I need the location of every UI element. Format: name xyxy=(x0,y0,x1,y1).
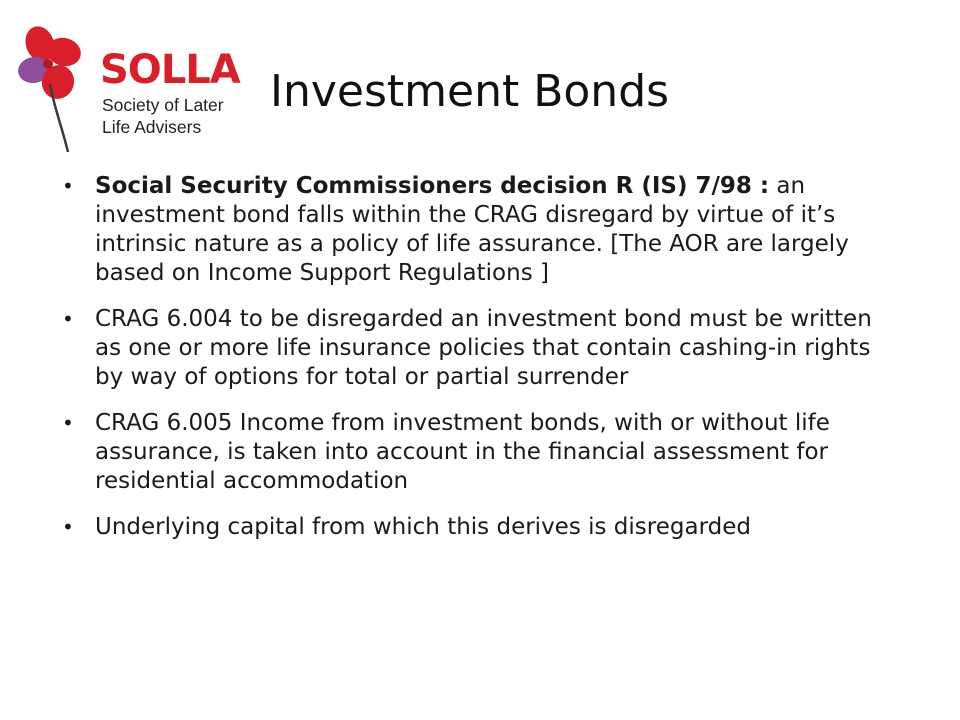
bullet-dot-icon: • xyxy=(62,174,74,198)
bullet-item xyxy=(60,305,900,392)
bullet-item xyxy=(60,172,900,288)
logo-brand-name: SOLLA xyxy=(100,47,240,93)
bullet-text: an investment bond falls within the CRAG disregard by virtue of it’s intrinsic nature as a policy of life assurance. [The AOR are largely based on Income Support Regulations ] xyxy=(95,173,849,286)
bullet-text: CRAG 6.004 to be disregarded an investment bond must be written as one or more life insurance policies that contain cashing-in rights by way of options for total or partial surrender xyxy=(95,306,872,390)
bullet-dot-icon: • xyxy=(62,307,74,331)
bullet-text: Underlying capital from which this derives is disregarded xyxy=(95,514,751,540)
bullet-item xyxy=(60,409,900,496)
bullet-dot-icon: • xyxy=(62,411,74,435)
bullet-item xyxy=(60,513,900,542)
slide-title: Investment Bonds xyxy=(270,66,670,117)
solla-logo xyxy=(14,22,240,157)
bullet-list xyxy=(60,172,900,559)
bullet-dot-icon: • xyxy=(62,515,74,539)
bullet-lead: Social Security Commissioners decision R (IS) 7/98 : xyxy=(95,173,770,199)
four-petal-flower-icon xyxy=(14,22,94,157)
logo-tagline: Society of Later Life Advisers xyxy=(102,95,224,137)
bullet-text: CRAG 6.005 Income from investment bonds, with or without life assurance, is taken into account in the financial assessment for residential accommodation xyxy=(95,410,830,494)
